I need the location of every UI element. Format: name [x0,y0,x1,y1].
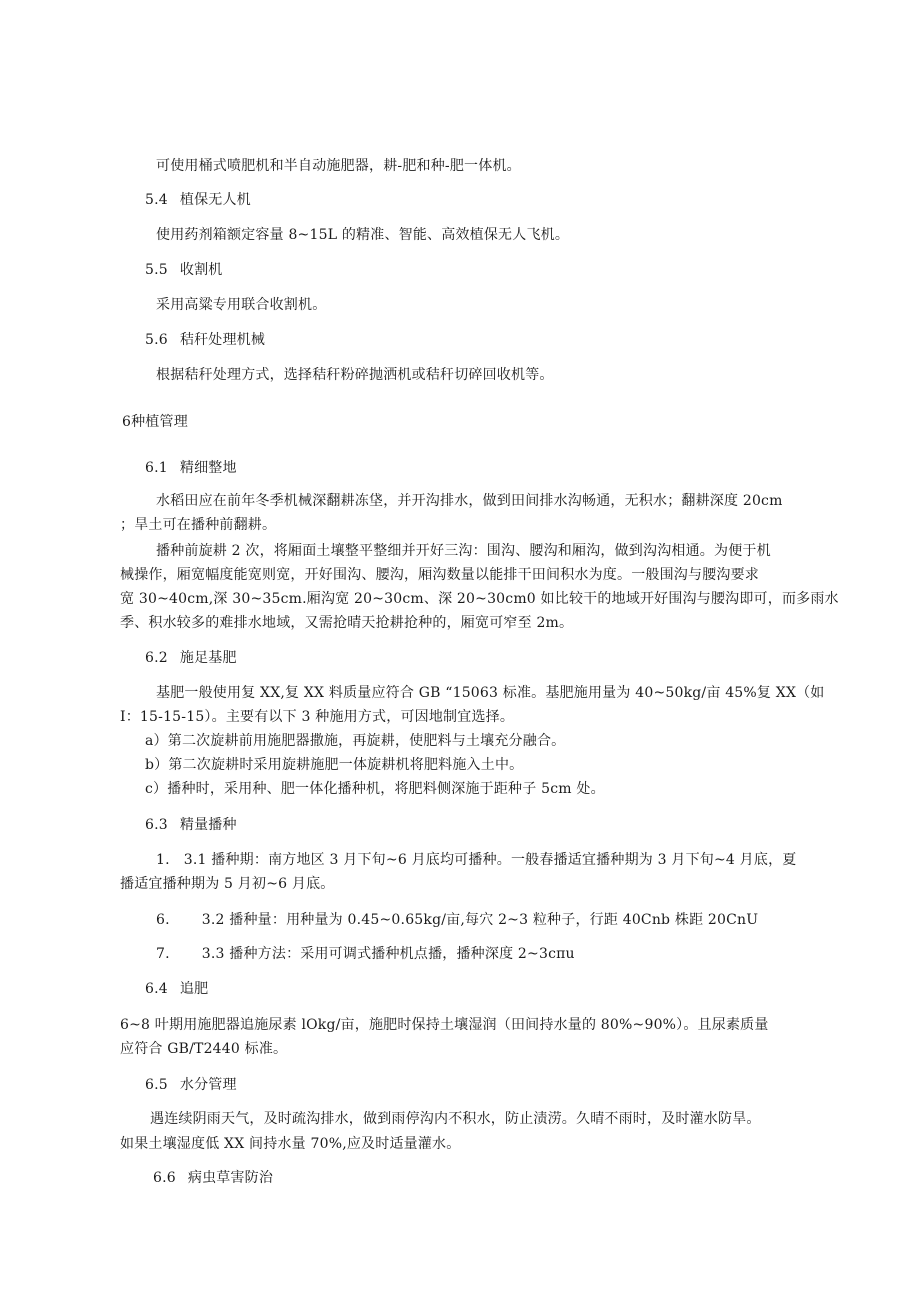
paragraph-line: ；旱土可在播种前翻耕。 [120,517,277,533]
paragraph-line: 宽 30~40cm,深 30~35cm.厢沟宽 20~30cm、深 20~30cm0 如比较干的地域开好围沟与腰沟即可，而多雨水 [120,591,839,607]
section-title: 秸秆处理机械 [179,332,266,348]
list-item [156,910,758,930]
list-text: 3.2 播种量：用种量为 0.45~0.65kg/亩,每穴 2~3 粒种子，行距 40Cnb 株距 20CnU [201,912,759,928]
section-title: 精量播种 [179,817,237,833]
paragraph-line: I：15-15-15）。主要有以下 3 种施用方式，可因地制宜选择。 [120,709,515,725]
section-title: 精细整地 [179,460,237,476]
list-item: b）第二次旋耕时采用旋耕施肥一体旋耕机将肥料施入土中。 [145,757,524,773]
list-item [156,944,575,964]
paragraph-line: 6~8 叶期用施肥器追施尿素 lOkg/亩，施肥时保持土壤湿润（田间持水量的 80%~90%）。且尿素质量 [120,1017,769,1033]
list-number: 1. [156,852,170,868]
paragraph-line: 如果土壤湿度低 XX 间持水量 70%,应及时适量灌水。 [120,1136,461,1152]
section-title: 病虫草害防治 [187,1170,274,1186]
paragraph-line: 水稻田应在前年冬季机械深翻耕冻垡，并开沟排水，做到田间排水沟畅通，无积水；翻耕深度 20cm [156,493,783,509]
paragraph-line: 遇连续阴雨天气，及时疏沟排水，做到雨停沟内不积水，防止渍涝。久晴不雨时，及时灌水防旱。 [150,1111,761,1127]
section-heading-6-6 [153,1168,273,1188]
section-title: 追肥 [179,981,209,997]
section-title: 收割机 [179,262,223,278]
list-item [156,850,796,870]
section-heading-5-6 [145,330,265,350]
section-number: 5.4 [145,192,168,208]
list-number: 7. [156,946,170,962]
section-number: 6.5 [145,1077,168,1093]
section-number: 6.1 [145,460,168,476]
list-item: a）第二次旋耕前用施肥器撒施，再旋耕，使肥料与土壤充分融合。 [145,733,566,749]
paragraph-line: 采用高粱专用联合收割机。 [156,297,327,313]
chapter-heading-6: 6种植管理 [122,414,188,430]
section-number: 5.5 [145,262,168,278]
section-title: 施足基肥 [179,650,237,666]
section-number: 6.6 [153,1170,176,1186]
section-heading-6-4 [145,979,208,999]
paragraph-line: 使用药剂箱额定容量 8~15L 的精准、智能、高效植保无人飞机。 [156,227,570,243]
section-heading-6-3 [145,815,237,835]
section-title: 水分管理 [179,1077,237,1093]
section-heading-6-1 [145,458,237,478]
paragraph-line: 应符合 GB/T2440 标准。 [120,1041,288,1057]
section-number: 6.2 [145,650,168,666]
paragraph-line: 基肥一般使用复 XX,复 XX 料质量应符合 GB “15063 标准。基肥施用量为 40~50kg/亩 45%复 XX（如 [156,685,825,701]
section-number: 5.6 [145,332,168,348]
paragraph-line: 播种前旋耕 2 次，将厢面土壤整平整细并开好三沟：围沟、腰沟和厢沟，做到沟沟相通。为便于机 [156,543,771,559]
section-title: 植保无人机 [179,192,251,208]
list-text: 3.1 播种期：南方地区 3 月下旬~6 月底均可播种。一般春播适宜播种期为 3 月下旬~4 月底，夏 [183,852,797,868]
section-number: 6.4 [145,981,168,997]
section-heading-6-5 [145,1075,237,1095]
section-number: 6.3 [145,817,168,833]
list-item: c）播种时，采用种、肥一体化播种机，将肥料侧深施于距种子 5cm 处。 [145,781,605,797]
list-number: 6. [156,912,170,928]
section-heading-5-5 [145,260,222,280]
section-heading-6-2 [145,648,237,668]
paragraph-line: 可使用桶式喷肥机和半自动施肥器，耕-肥和种-肥一体机。 [156,158,521,174]
paragraph-line: 季、积水较多的难排水地域，又需抢晴天抢耕抢种的，厢宽可窄至 2m。 [120,615,574,631]
paragraph-line: 根据秸秆处理方式，选择秸秆粉碎抛洒机或秸秆切碎回收机等。 [156,367,554,383]
paragraph-line: 械操作，厢宽幅度能宽则宽，开好围沟、腰沟，厢沟数量以能排干田间积水为度。一般围沟与腰沟要求 [120,567,759,583]
list-text: 3.3 播种方法：采用可调式播种机点播，播种深度 2~3cπu [201,946,575,962]
section-heading-5-4 [145,190,251,210]
paragraph-line: 播适宜播种期为 5 月初~6 月底。 [120,876,335,892]
